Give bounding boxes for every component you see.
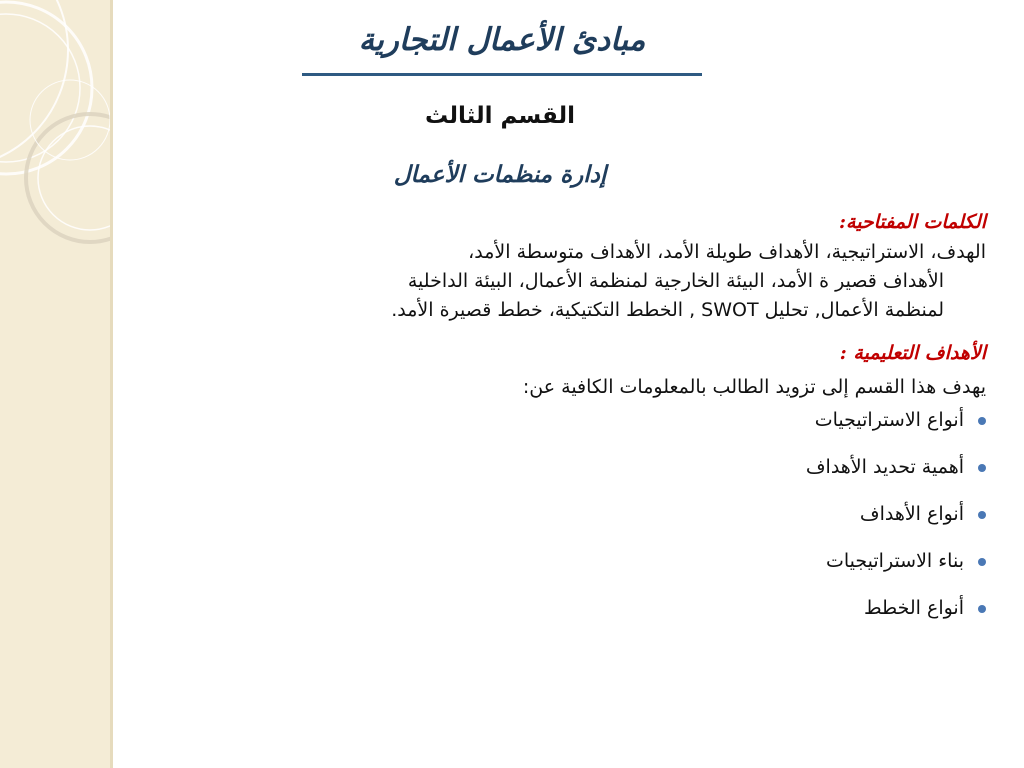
section-label: القسم الثالث — [424, 103, 576, 129]
keywords-line-3: لمنظمة الأعمال, تحليل SWOT , الخطط التكتيكية، خطط قصيرة الأمد. — [391, 299, 944, 321]
bullet-dot-icon — [978, 605, 986, 613]
objectives-list — [32, 408, 986, 620]
keywords-line-2: الأهداف قصير ة الأمد، البيئة الخارجية لمنظمة الأعمال، البيئة الداخلية — [407, 270, 944, 292]
list-item-text: أنواع الخطط — [864, 597, 964, 619]
list-item-text: أنواع الاستراتيجيات — [814, 409, 964, 431]
keywords-paragraph — [32, 238, 986, 325]
bullet-dot-icon — [978, 464, 986, 472]
keywords-line-1: الهدف، الاستراتيجية، الأهداف طويلة الأمد، الأهداف متوسطة الأمد، — [468, 241, 986, 263]
slide-content — [32, 206, 986, 643]
list-item — [32, 549, 986, 573]
bullet-dot-icon — [978, 558, 986, 566]
title-underline — [302, 73, 702, 76]
section-subtitle: إدارة منظمات الأعمال — [393, 161, 607, 188]
bullet-dot-icon — [978, 417, 986, 425]
title-container — [300, 14, 704, 66]
list-item — [32, 596, 986, 620]
list-item — [32, 455, 986, 479]
list-item — [32, 502, 986, 526]
objectives-intro: يهدف هذا القسم إلى تزويد الطالب بالمعلومات الكافية عن: — [522, 376, 986, 398]
keywords-heading: الكلمات المفتاحية: — [839, 211, 986, 233]
objectives-heading: الأهداف التعليمية : — [839, 342, 986, 364]
list-item-text: أنواع الأهداف — [859, 503, 964, 525]
bullet-dot-icon — [978, 511, 986, 519]
list-item-text: أهمية تحديد الأهداف — [805, 456, 964, 478]
list-item — [32, 408, 986, 432]
list-item-text: بناء الاستراتيجيات — [825, 550, 964, 572]
slide-title: مبادئ الأعمال التجارية — [358, 22, 646, 58]
